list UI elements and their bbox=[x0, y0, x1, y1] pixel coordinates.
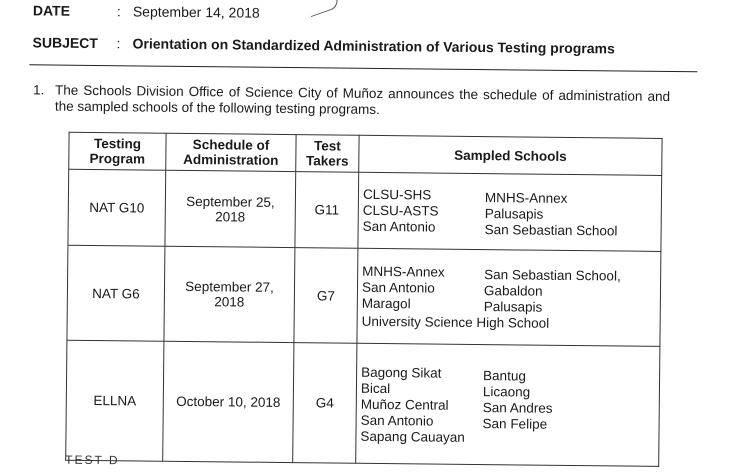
schedule-cell: September 25, 2018 bbox=[165, 170, 296, 247]
table-row bbox=[67, 245, 661, 346]
header-testing-program: Testing Program bbox=[69, 132, 166, 170]
program-cell: NAT G6 bbox=[67, 245, 165, 341]
pen-mark-icon bbox=[307, 0, 341, 17]
testing-schedule-table bbox=[65, 132, 662, 467]
school-item: San Antonio bbox=[362, 218, 436, 235]
cutoff-text: TEST D bbox=[65, 452, 120, 468]
school-item: San Antonio bbox=[361, 279, 435, 296]
date-value: September 14, 2018 bbox=[132, 3, 260, 21]
school-item: Gabaldon bbox=[483, 283, 543, 299]
school-item: San Felipe bbox=[482, 415, 548, 432]
school-item: Palusapis bbox=[484, 205, 544, 222]
takers-cell: G7 bbox=[294, 248, 358, 344]
date-colon: : bbox=[116, 3, 121, 20]
schools-cell bbox=[358, 172, 662, 251]
school-item: San Sebastian School, bbox=[484, 267, 621, 284]
school-item: University Science High School bbox=[361, 313, 550, 331]
date-label: DATE bbox=[32, 2, 71, 19]
table-row bbox=[68, 169, 662, 251]
table-header-row bbox=[69, 132, 662, 175]
date-row bbox=[33, 2, 260, 20]
school-item: San Andres bbox=[482, 399, 553, 416]
program-cell: NAT G10 bbox=[68, 169, 166, 246]
school-item: Muñoz Central bbox=[360, 396, 449, 413]
school-item: Maragol bbox=[361, 295, 411, 312]
school-item: Bical bbox=[360, 380, 391, 396]
school-item: Licaong bbox=[482, 383, 531, 400]
schools-cell bbox=[356, 343, 660, 466]
schedule-cell: September 27, 2018 bbox=[164, 246, 295, 342]
school-item: CLSU-SHS bbox=[362, 186, 432, 203]
program-cell: ELLNA bbox=[66, 340, 164, 461]
paragraph-1 bbox=[32, 82, 671, 121]
subject-label: SUBJECT bbox=[32, 34, 98, 52]
header-test-takers: Test Takers bbox=[296, 135, 359, 173]
paragraph-number: 1. bbox=[32, 82, 45, 98]
school-item: San Antonio bbox=[360, 412, 434, 429]
subject-colon: : bbox=[116, 35, 121, 52]
paragraph-text: The Schools Division Office of Science City of Muñoz announces the schedule of administration and the sampled schools of the following testing programs. bbox=[54, 82, 671, 117]
school-item: MNHS-Annex bbox=[484, 189, 568, 206]
school-item: Bantug bbox=[483, 367, 526, 384]
table-row bbox=[66, 340, 660, 466]
schools-cell bbox=[357, 248, 661, 346]
school-item: Palusapis bbox=[483, 299, 543, 315]
school-item: CLSU-ASTS bbox=[362, 202, 439, 219]
school-item: Sapang Cauayan bbox=[360, 428, 465, 445]
takers-cell: G4 bbox=[293, 343, 357, 464]
takers-cell: G11 bbox=[295, 172, 359, 249]
header-schedule: Schedule of Administration bbox=[166, 133, 296, 171]
school-item: MNHS-Annex bbox=[362, 263, 445, 280]
school-item: San Sebastian School bbox=[484, 221, 618, 238]
header-divider bbox=[29, 64, 697, 72]
subject-value: Orientation on Standardized Administration of Various Testing programs bbox=[132, 35, 615, 57]
subject-row bbox=[32, 34, 614, 56]
school-item: Bagong Sikat bbox=[361, 364, 442, 381]
header-sampled-schools: Sampled Schools bbox=[359, 135, 662, 175]
schedule-cell: October 10, 2018 bbox=[163, 341, 294, 462]
